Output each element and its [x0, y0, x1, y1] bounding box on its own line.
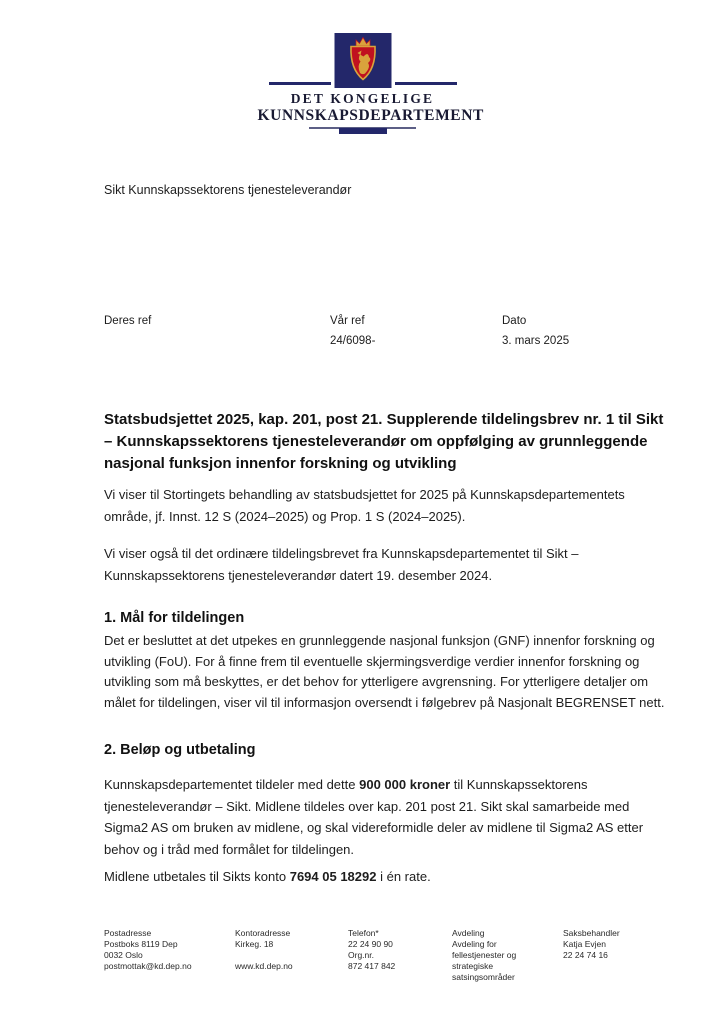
- footer-kontoradresse: [235, 928, 360, 972]
- section-2-paragraph-2: [104, 866, 666, 888]
- recipient-line: Sikt Kunnskapssektorens tjenesteleverandør: [104, 183, 352, 197]
- var-ref-column: [330, 315, 375, 347]
- footer-line: 0032 Oslo: [104, 950, 143, 960]
- account-number-bold: 7694 05 18292: [289, 869, 377, 884]
- footer-line: Avdeling for: [452, 939, 497, 949]
- dato-label: Dato: [502, 315, 527, 327]
- section-2-heading: 2. Beløp og utbetaling: [104, 742, 256, 758]
- footer-saksbehandler-label: Saksbehandler: [563, 928, 620, 938]
- letterhead-rule-left: [269, 82, 331, 85]
- var-ref-value: 24/6098-: [330, 335, 376, 347]
- letterhead-rule-bottom: [309, 127, 416, 134]
- section-2-paragraph-1: [104, 774, 666, 860]
- footer-orgnr: 872 417 842: [348, 961, 396, 971]
- ministry-letterhead: [257, 33, 484, 134]
- footer-kontoradresse-label: Kontoradresse: [235, 928, 291, 938]
- amount-bold: 900 000 kroner: [359, 777, 451, 792]
- document-title: Statsbudsjettet 2025, kap. 201, post 21. Supplerende tildelingsbrev nr. 1 til Sikt – Kunnskapssektorens tjenesteleverandør om oppfølging av grunnleggende nasjonal funksjon innenfor forskning og utvikling: [104, 411, 664, 472]
- crest-wrap: [258, 33, 468, 88]
- footer-caseworker-name: Katja Evjen: [563, 939, 606, 949]
- deres-ref-label: Deres ref: [104, 315, 152, 327]
- s2p1-before: Kunnskapsdepartementet tildeler med dette: [104, 777, 360, 792]
- section-1-heading: 1. Mål for tildelingen: [104, 610, 245, 626]
- footer-website: www.kd.dep.no: [235, 961, 293, 971]
- footer-line: satsingsområder: [452, 972, 515, 982]
- paragraph-intro-1: Vi viser til Stortingets behandling av statsbudsjettet for 2025 på Kunnskapsdepartementets område, jf. Innst. 12 S (2024–2025) og Prop. 1 S (2024–2025).: [104, 487, 625, 524]
- var-ref-label: Vår ref: [330, 315, 365, 327]
- deres-ref-column: [104, 315, 151, 335]
- s2p2-before: Midlene utbetales til Sikts konto: [104, 869, 290, 884]
- letterhead-rule-right: [395, 82, 457, 85]
- s2p1-after: til Kunnskapssektorens tjenesteleverandør – Sikt. Midlene tildeles over kap. 201 post 21. Sikt skal samarbeide med Sigma2 AS om bruken av midlene, og skal videreformidle deler av midlene til Sigma2 AS etter behov og i tråd med formålet for tildelingen.: [104, 777, 644, 857]
- footer-line: fellestjenester og: [452, 950, 517, 960]
- footer-avdeling: [452, 928, 557, 983]
- footer-line: Kirkeg. 18: [235, 939, 274, 949]
- footer-caseworker-phone: 22 24 74 16: [563, 950, 608, 960]
- dato-column: [502, 315, 569, 347]
- letterhead-rule-thick: [339, 128, 387, 134]
- footer-line: Org.nr.: [348, 950, 374, 960]
- footer-email: postmottak@kd.dep.no: [104, 961, 192, 971]
- footer-line: 22 24 90 90: [348, 939, 393, 949]
- footer-saksbehandler: [563, 928, 688, 961]
- footer-postadresse-label: Postadresse: [104, 928, 152, 938]
- footer-line: Postboks 8119 Dep: [104, 939, 178, 949]
- footer-postadresse: [104, 928, 229, 972]
- logo-line2: KUNNSKAPSDEPARTEMENT: [257, 107, 484, 124]
- footer-telefon-label: Telefon*: [348, 928, 379, 938]
- coat-of-arms-icon: [334, 33, 391, 88]
- logo-line1: DET KONGELIGE: [290, 91, 435, 106]
- footer-avdeling-label: Avdeling: [452, 928, 485, 938]
- s2p2-after: i én rate.: [376, 869, 431, 884]
- footer-line: [235, 950, 360, 961]
- footer-line: strategiske: [452, 961, 494, 971]
- dato-value: 3. mars 2025: [502, 335, 570, 347]
- section-1-paragraph: Det er besluttet at det utpekes en grunnleggende nasjonal funksjon (GNF) innenfor forskning og utvikling (FoU). For å finne frem til eventuelle skjermingsverdige verdier innenfor forskning og utvikling som må beskyttes, er det behov for ytterligere avgrensning. For ytterligere detaljer om målet for tildelingen, viser vil til informasjon oversendt i følgebrev på Nasjonalt BEGRENSET nett.: [104, 633, 665, 710]
- paragraph-intro-2: Vi viser også til det ordinære tildelingsbrevet fra Kunnskapsdepartementet til Sikt – Kunnskapssektorens tjenesteleverandør datert 19. desember 2024.: [104, 546, 579, 583]
